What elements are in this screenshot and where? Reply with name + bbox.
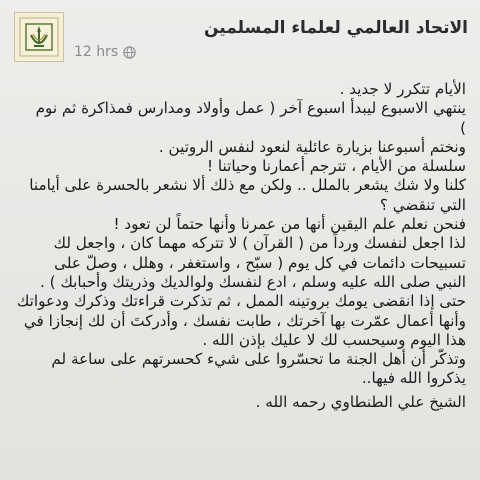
globe-icon	[123, 46, 136, 59]
post-line: هذا اليوم وسيحسب لك لا عليك بإذن الله .	[202, 330, 466, 349]
post-line: يذكروا الله فيها..	[361, 369, 466, 388]
post-line: ونختم أسبوعنا بزيارة عائلية لنعود لنفس الروتين .	[158, 137, 466, 156]
post-line: التي تنقضي ؟	[379, 195, 466, 214]
post-line: تسبيحات دائمات في كل يوم ( سبّح ، واستغفر ، وهلل ، وصلّ على	[54, 253, 466, 272]
post-line: فنحن نعلم علم اليقين أنها من عمرنا وأنها حتماً لن تعود !	[113, 215, 466, 234]
page-name-link[interactable]: الاتحاد العالمي لعلماء المسلمين	[203, 18, 468, 38]
post-header	[14, 12, 468, 70]
post-line: ينتهي الاسبوع ليبدأ اسبوع آخر ( عمل وأولاد ومدارس فمذاكرة ثم نوم	[35, 99, 466, 118]
post-meta	[74, 44, 136, 60]
post-line: سلسلة من الأيام ، تترجم أعمارنا وحياتنا !	[206, 157, 466, 176]
organization-logo-icon[interactable]	[14, 12, 64, 62]
post-signature: الشيخ علي الطنطاوي رحمه الله .	[255, 392, 466, 411]
post-body	[10, 80, 466, 412]
post-line: النبي صلى الله عليه وسلم ، ادع لنفسك ولوالديك وذريتك وأحبابك ) .	[39, 272, 466, 291]
post-timestamp[interactable]: 12 hrs	[74, 44, 119, 60]
post-line: وأنها أعمال عمّرت بها آخرتك ، طابت نفسك ، وأدركتَ أن لك إنجازا في	[23, 311, 466, 330]
post-line: وتذكّر أن أهل الجنة ما تحسّروا على شيء كحسرتهم على ساعة لم	[51, 350, 466, 369]
post-line: الأيام تتكرر لا جديد .	[339, 80, 466, 98]
post-line: حتى إذا انقضى يومك بروتينه الممل ، ثم تذكرت قراءتك وذكرك ودعواتك	[16, 292, 466, 311]
post-line: )	[460, 118, 466, 137]
post-line: لذا اجعل لنفسك ورداً من ( القرآن ) لا تتركه مهما كان ، واجعل لك	[53, 234, 466, 253]
post-line: كلنا ولا شك يشعر بالملل .. ولكن مع ذلك ألا نشعر بالحسرة على أيامنا	[29, 176, 466, 195]
